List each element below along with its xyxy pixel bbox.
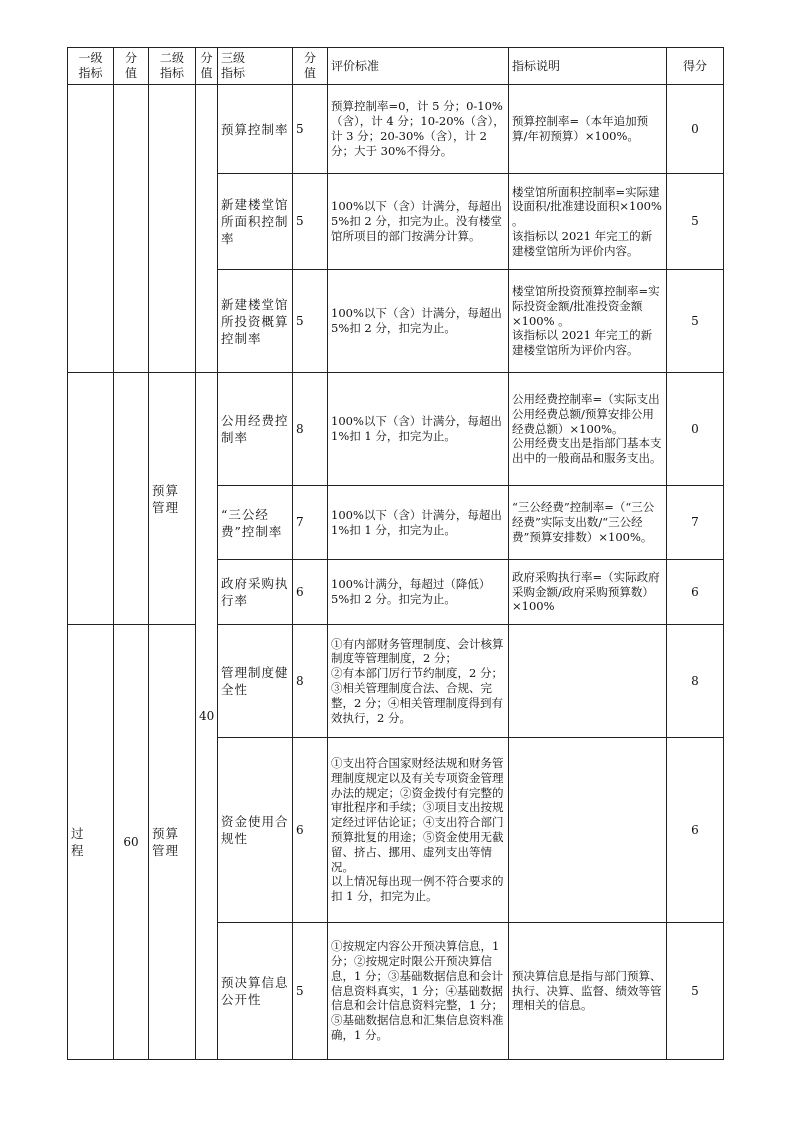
table-row: [68, 85, 724, 174]
level1-cell-empty: [68, 373, 114, 625]
header-level1: 一级 指标: [68, 48, 114, 85]
level2-score: 40: [196, 373, 218, 1060]
criteria-cell: 100%计满分，每超过（降低）5%扣 2 分。扣完为止。: [328, 560, 509, 625]
note-cell: 政府采购执行率=（实际政府采购金额/政府采购预算数）×100%: [509, 560, 667, 625]
note-cell: [509, 625, 667, 738]
header-score3: 分 值: [293, 48, 328, 85]
criteria-cell: 100%以下（含）计满分，每超出 5%扣 2 分，扣完为止。: [328, 270, 509, 373]
note-cell: 公用经费控制率=（实际支出公用经费总额/预算安排公用经费总额）×100%。 公用经费支出是指部门基本支出中的一般商品和服务支出。: [509, 373, 667, 486]
header-level2: 二级 指标: [149, 48, 196, 85]
indicator-score: 5: [293, 923, 328, 1060]
indicator-score: 8: [293, 373, 328, 486]
level1-label: 过 程: [68, 625, 114, 1060]
note-cell: [509, 738, 667, 923]
score2-cell-empty: [196, 85, 218, 373]
score1-cell-empty: [114, 373, 149, 625]
evaluation-table: [67, 47, 724, 1060]
header-level3: 三级 指标: [218, 48, 293, 85]
result-cell: 8: [667, 625, 724, 738]
criteria-cell: ①支出符合国家财经法规和财务管理制度规定以及有关专项资金管理办法的规定；②资金拨付有完整的审批程序和手续；③项目支出按规定经过评估论证；④支出符合部门预算批复的用途；⑤资金使用无截留、挤占、挪用、虚列支出等情况。 以上情况每出现一例不符合要求的扣 1 分，扣完为止。: [328, 738, 509, 923]
criteria-cell: 100%以下（含）计满分，每超出 1%扣 1 分，扣完为止。: [328, 486, 509, 560]
level2-cell-empty: [149, 85, 196, 373]
result-cell: 5: [667, 174, 724, 270]
indicator-name: 公用经费控制率: [218, 373, 293, 486]
result-cell: 0: [667, 85, 724, 174]
criteria-cell: 100%以下（含）计满分，每超出 5%扣 2 分，扣完为止。没有楼堂馆所项目的部门按满分计算。: [328, 174, 509, 270]
result-cell: 5: [667, 270, 724, 373]
result-cell: 5: [667, 923, 724, 1060]
table-row: [68, 373, 724, 486]
note-cell: 预算控制率=（本年追加预算/年初预算）×100%。: [509, 85, 667, 174]
indicator-score: 6: [293, 560, 328, 625]
result-cell: 7: [667, 486, 724, 560]
header-criteria: 评价标准: [328, 48, 509, 85]
indicator-score: 8: [293, 625, 328, 738]
table-row: [68, 625, 724, 738]
indicator-score: 5: [293, 270, 328, 373]
indicator-name: 预决算信息公开性: [218, 923, 293, 1060]
result-cell: 6: [667, 738, 724, 923]
score1-cell-empty: [114, 85, 149, 373]
level1-score: 60: [114, 625, 149, 1060]
indicator-name: 政府采购执行率: [218, 560, 293, 625]
indicator-score: 5: [293, 174, 328, 270]
note-cell: 楼堂馆所面积控制率=实际建设面积/批准建设面积×100% 。 该指标以 2021 年完工的新建楼堂馆所为评价内容。: [509, 174, 667, 270]
level2-label: 预算 管理: [149, 625, 196, 1060]
indicator-name: 预算控制率: [218, 85, 293, 174]
level2-label: 预算 管理: [149, 373, 196, 625]
criteria-cell: ①按规定内容公开预决算信息，1 分；②按规定时限公开预决算信息，1 分；③基础数据信息和会计信息资料真实，1 分；④基础数据信息和会计信息资料完整，1 分；⑤基础数据信息和汇集信息资料准确，1 分。: [328, 923, 509, 1060]
result-cell: 6: [667, 560, 724, 625]
header-score2: 分 值: [196, 48, 218, 85]
indicator-score: 5: [293, 85, 328, 174]
note-cell: “三公经费”控制率=（“三公经费”实际支出数/“三公经费”预算安排数）×100%。: [509, 486, 667, 560]
result-cell: 0: [667, 373, 724, 486]
note-cell: 楼堂馆所投资预算控制率=实际投资金额/批准投资金额×100% 。 该指标以 2021 年完工的新建楼堂馆所为评价内容。: [509, 270, 667, 373]
indicator-name: 管理制度健全性: [218, 625, 293, 738]
level1-cell-empty: [68, 85, 114, 373]
indicator-score: 6: [293, 738, 328, 923]
header-explain: 指标说明: [509, 48, 667, 85]
header-score1: 分 值: [114, 48, 149, 85]
criteria-cell: 预算控制率=0，计 5 分；0-10%（含），计 4 分；10-20%（含），计 3 分；20-30%（含），计 2 分；大于 30%不得分。: [328, 85, 509, 174]
header-row: [68, 48, 724, 85]
indicator-name: 新建楼堂馆所投资概算控制率: [218, 270, 293, 373]
criteria-cell: 100%以下（含）计满分，每超出 1%扣 1 分，扣完为止。: [328, 373, 509, 486]
indicator-score: 7: [293, 486, 328, 560]
indicator-name: 新建楼堂馆所面积控制率: [218, 174, 293, 270]
indicator-name: 资金使用合规性: [218, 738, 293, 923]
header-result: 得分: [667, 48, 724, 85]
indicator-name: “三公经费”控制率: [218, 486, 293, 560]
criteria-cell: ①有内部财务管理制度、会计核算制度等管理制度，2 分； ②有本部门厉行节约制度，2 分； ③相关管理制度合法、合规、完整，2 分；④相关管理制度得到有效执行，2 分。: [328, 625, 509, 738]
note-cell: 预决算信息是指与部门预算、执行、决算、监督、绩效等管理相关的信息。: [509, 923, 667, 1060]
